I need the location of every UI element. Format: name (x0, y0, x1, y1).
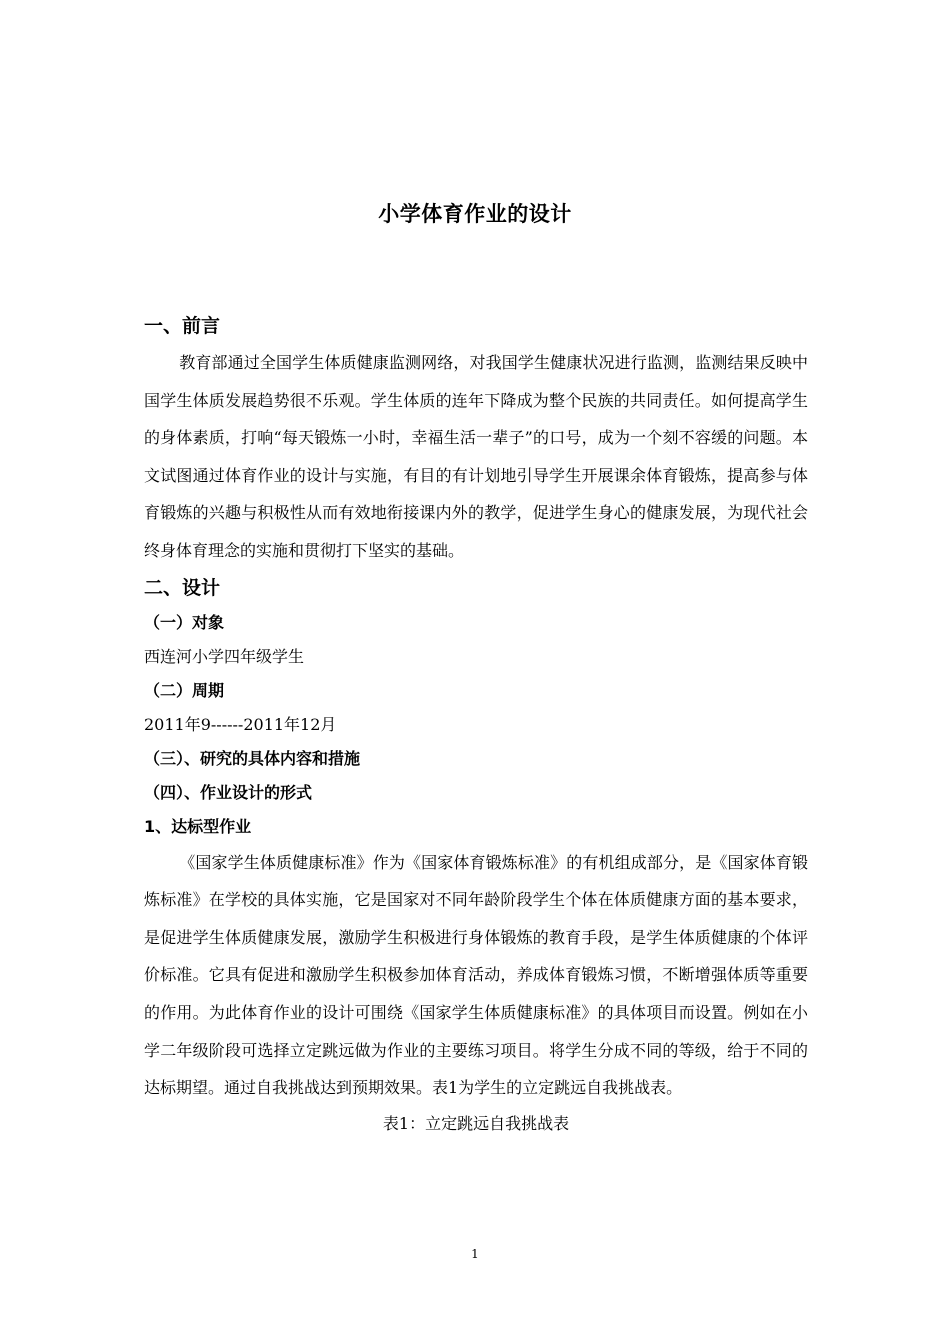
document-body (144, 308, 808, 1141)
subheading-content-measures: （三）、研究的具体内容和措施 (144, 748, 361, 768)
document-title: 小学体育作业的设计 (378, 202, 572, 226)
section-heading-design: 二、设计 (144, 576, 221, 599)
item-heading-standard-homework: 1、达标型作业 (144, 816, 252, 836)
standard-homework-paragraph: 《国家学生体质健康标准》作为《国家体育锻炼标准》的有机组成部分，是《国家体育锻炼标准》在学校的具体实施，它是国家对不同年龄阶段学生个体在体质健康方面的基本要求，是促进学生体质健康发展，激励学生积极进行身体锻炼的教育手段，是学生体质健康的个体评价标准。它具有促进和激励学生积极参加体育活动，养成体育锻炼习惯，不断增强体质等重要的作用。为此体育作业的设计可围绕《国家学生体质健康标准》的具体项目而设置。例如在小学二年级阶段可选择立定跳远做为作业的主要练习项目。将学生分成不同的等级，给于不同的达标期望。通过自我挑战达到预期效果。表1为学生的立定跳远自我挑战表。 (144, 852, 808, 1098)
section-heading-preface: 一、前言 (144, 315, 221, 337)
subheading-homework-forms: （四）、作业设计的形式 (144, 782, 313, 802)
subheading-subject: （一）对象 (144, 612, 225, 632)
subheading-period: （二）周期 (144, 680, 225, 700)
page-number: 1 (471, 1247, 479, 1261)
preface-paragraph: 教育部通过全国学生体质健康监测网络，对我国学生健康状况进行监测，监测结果反映中国学生体质发展趋势很不乐观。学生体质的连年下降成为整个民族的共同责任。如何提高学生的身体素质，打响“每天锻炼一小时，幸福生活一辈子”的口号，成为一个刻不容缓的问题。本文试图通过体育作业的设计与实施，有目的有计划地引导学生开展课余体育锻炼，提高参与体育锻炼的兴趣与积极性从而有效地衔接课内外的教学，促进学生身心的健康发展，为现代社会终身体育理念的实施和贯彻打下坚实的基础。 (144, 353, 808, 560)
period-text: 2011年9------2011年12月 (144, 714, 337, 734)
table-caption: 表1：立定跳远自我挑战表 (382, 1113, 570, 1133)
subject-text: 西连河小学四年级学生 (144, 646, 305, 666)
